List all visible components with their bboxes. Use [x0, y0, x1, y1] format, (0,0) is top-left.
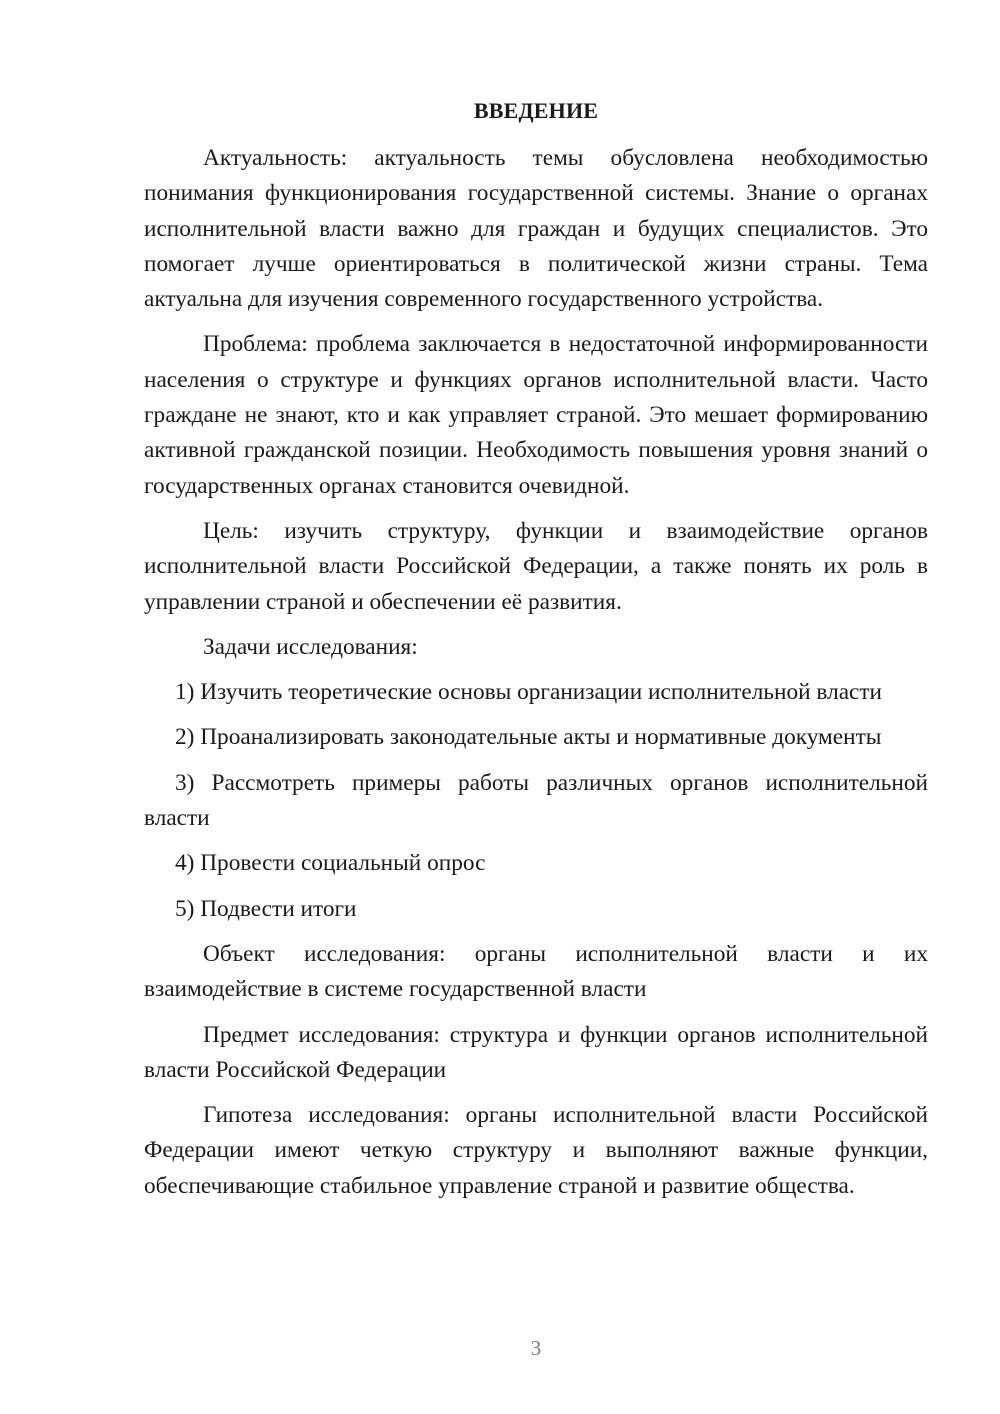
tasks-title: Задачи исследования:	[203, 633, 418, 660]
paragraph-problem: Проблема: проблема заключается в недостаточной информированности населения о структуре и функциях органов исполнительной власти. Часто граждане не знают, кто и как управляет страной. Это мешает формированию активной гражданской позиции. Необходимость повышения уровня знаний о государственных органах становится очевидной.	[144, 331, 928, 499]
paragraph-object: Объект исследования: органы исполнительной власти и их взаимодействие в системе государственной власти	[144, 940, 928, 1003]
task-item-4: 4) Провести социальный опрос	[175, 850, 486, 877]
paragraph-hypothesis: Гипотеза исследования: органы исполнительной власти Российской Федерации имеют четкую структуру и выполняют важные функции, обеспечивающие стабильное управление страной и развитие общества.	[144, 1102, 928, 1199]
task-item-3: 3) Рассмотреть примеры работы различных органов исполнительной власти	[144, 769, 928, 832]
task-item-5: 5) Подвести итоги	[175, 895, 357, 922]
document-body	[144, 141, 928, 1214]
paragraph-goal: Цель: изучить структуру, функции и взаимодействие органов исполнительной власти Российской Федерации, а также понять их роль в управлении страной и обеспечении её развития.	[144, 517, 928, 615]
task-item-1: 1) Изучить теоретические основы организации исполнительной власти	[175, 679, 883, 706]
paragraph-subject: Предмет исследования: структура и функции органов исполнительной власти Российской Федерации	[144, 1021, 928, 1083]
paragraph-relevance: Актуальность: актуальность темы обусловлена необходимостью понимания функционирования государственной системы. Знание о органах исполнительной власти важно для граждан и будущих специалистов. Это помогает лучше ориентироваться в политической жизни страны. Тема актуальна для изучения современного государственного устройства.	[144, 145, 928, 313]
page-number: 3	[530, 1336, 542, 1360]
task-item-2: 2) Проанализировать законодательные акты и нормативные документы	[175, 724, 882, 751]
page-title: ВВЕДЕНИЕ	[473, 98, 599, 123]
